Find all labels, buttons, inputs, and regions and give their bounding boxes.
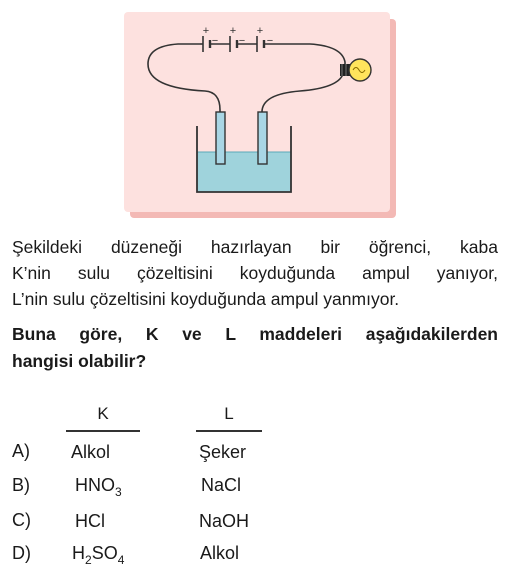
- question-line-1: Buna göre, K ve L maddeleri aşağıdakilerden: [12, 324, 498, 344]
- formula-part: H: [72, 543, 85, 563]
- column-rule-l: [196, 430, 262, 432]
- option-l-value: Şeker: [199, 442, 247, 462]
- option-l-value: NaOH: [199, 511, 250, 531]
- option-l-value: NaCl: [201, 475, 242, 495]
- battery-sign-4: −: [238, 35, 246, 47]
- option-letter: A): [12, 441, 30, 461]
- column-header-k: K: [97, 404, 109, 423]
- statement-line-3: L’nin sulu çözeltisini koyduğunda ampul yanmıyor.: [12, 289, 400, 309]
- battery-sign-2: −: [211, 35, 219, 47]
- option-k-value: Alkol: [71, 442, 111, 462]
- battery-sign-6: −: [266, 35, 274, 47]
- battery-sign-1: +: [202, 25, 210, 37]
- option-k-value: [75, 475, 122, 499]
- problem-statement: [12, 234, 498, 312]
- statement-line-1: Şekildeki düzeneği hazırlayan bir öğrenci, kaba: [12, 237, 498, 257]
- column-header-l: L: [224, 404, 234, 423]
- column-rule-k: [66, 430, 140, 432]
- formula-subscript: 4: [117, 553, 125, 567]
- question-line-2: hangisi olabilir?: [12, 351, 147, 371]
- battery-sign-3: +: [229, 25, 237, 37]
- option-k-value: [72, 543, 125, 567]
- option-letter: B): [12, 475, 30, 495]
- option-letter: D): [12, 543, 31, 563]
- question-stem: [12, 321, 498, 375]
- formula-subscript: 2: [85, 553, 92, 567]
- option-letter: C): [12, 510, 31, 530]
- option-l-value: Alkol: [200, 543, 240, 563]
- formula-main: HNO: [75, 475, 115, 495]
- option-k-value: HCl: [75, 511, 105, 531]
- formula-subscript: 3: [115, 485, 122, 499]
- statement-line-2: K’nin sulu çözeltisini koyduğunda ampul yanıyor,: [12, 263, 498, 283]
- formula-part: SO: [91, 543, 118, 563]
- circuit-figure: [0, 0, 505, 225]
- battery-sign-5: +: [256, 25, 264, 37]
